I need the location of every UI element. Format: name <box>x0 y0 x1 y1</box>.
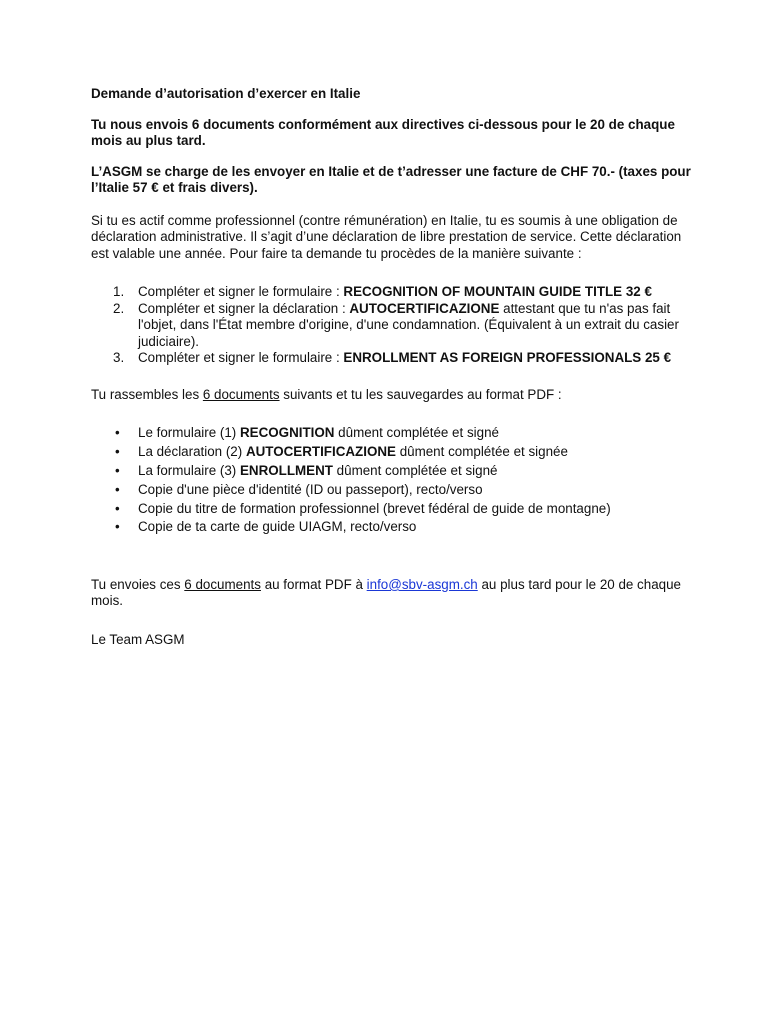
document-bold: ENROLLMENT <box>239 462 333 478</box>
gather-after: suivants et tu les sauvegardes au format PDF : <box>279 386 562 402</box>
send-before: Tu envoies ces <box>91 576 185 592</box>
document-pre: La déclaration (2) <box>138 443 246 459</box>
bullet-icon: • <box>115 519 120 535</box>
intro-text: Tu nous envois 6 documents conformément aux directives ci-dessous pour le 20 de chaque mois au plus tard. <box>91 116 675 148</box>
document-item <box>91 519 691 536</box>
document-pre: Le formulaire (1) <box>138 425 240 440</box>
asgm-note: L’ASGM se charge de les envoyer en Italie et de t’adresser une facture de CHF 70.- (taxes pour l’Italie 57 € et frais divers). <box>91 163 691 195</box>
document-bold: RECOGNITION <box>239 425 335 440</box>
document-pre: Copie du titre de formation professionnel (brevet fédéral de guide de montagne) <box>138 500 611 516</box>
step-item <box>91 350 691 367</box>
email-link[interactable]: info@sbv-asgm.ch <box>366 576 478 592</box>
document-title: Demande d’autorisation d’exercer en Italie <box>91 86 361 101</box>
document-pre: Copie d'une pièce d'identité (ID ou passeport), recto/verso <box>138 481 483 497</box>
bullet-icon: • <box>115 481 120 497</box>
document-bold: AUTOCERTIFICAZIONE <box>245 443 396 459</box>
step-form-name: AUTOCERTIFICAZIONE <box>349 300 500 316</box>
send-middle: au format PDF à <box>260 576 367 592</box>
document-pre: La formulaire (3) <box>138 462 240 478</box>
document-post: dûment complétée et signé <box>334 425 499 440</box>
gather-underlined: 6 documents <box>202 386 280 402</box>
signature: Le Team ASGM <box>91 631 185 647</box>
step-text: Compléter et signer le formulaire : <box>138 284 344 299</box>
bullet-icon: • <box>115 443 120 459</box>
gather-before: Tu rassembles les <box>91 386 203 402</box>
document-item <box>91 463 691 480</box>
step-number: 2. <box>113 300 125 316</box>
step-number: 1. <box>113 284 125 299</box>
document-pre: Copie de ta carte de guide UIAGM, recto/verso <box>138 519 417 535</box>
step-rest: attestant que tu n'as pas fait l'objet, dans l'État membre d'origine, d'une condamnation. (Équivalent à un extrait du casier judiciaire). <box>138 300 679 349</box>
documents-list <box>91 425 691 536</box>
declaration-paragraph: Si tu es actif comme professionnel (contre rémunération) en Italie, tu es soumis à une obligation de déclaration administrative. Il s’agit d’une déclaration de libre prestation de service. Cette déclaration est valable une année. Pour faire ta demande tu procèdes de la manière suivante : <box>91 212 682 261</box>
send-underlined: 6 documents <box>184 576 261 592</box>
document-post: dûment complétée et signée <box>395 443 568 459</box>
step-item <box>91 284 691 301</box>
step-form-name: ENROLLMENT AS FOREIGN PROFESSIONALS 25 € <box>343 350 672 365</box>
send-after: au plus tard pour le 20 de chaque mois. <box>91 576 681 609</box>
document-item <box>91 444 691 461</box>
document-body <box>91 86 691 648</box>
bullet-icon: • <box>115 425 120 440</box>
bullet-icon: • <box>115 462 120 478</box>
step-number: 3. <box>113 350 125 365</box>
step-text: Compléter et signer la déclaration : <box>138 300 350 316</box>
document-item <box>91 425 691 442</box>
gather-instruction <box>91 387 691 404</box>
step-item <box>91 301 691 351</box>
send-instruction <box>91 577 691 610</box>
step-form-name: RECOGNITION OF MOUNTAIN GUIDE TITLE 32 € <box>343 284 652 299</box>
document-item <box>91 482 691 499</box>
document-post: dûment complétée et signé <box>332 462 498 478</box>
steps-list <box>91 284 691 367</box>
bullet-icon: • <box>115 500 120 516</box>
document-item <box>91 501 691 518</box>
step-text: Compléter et signer le formulaire : <box>138 350 344 365</box>
